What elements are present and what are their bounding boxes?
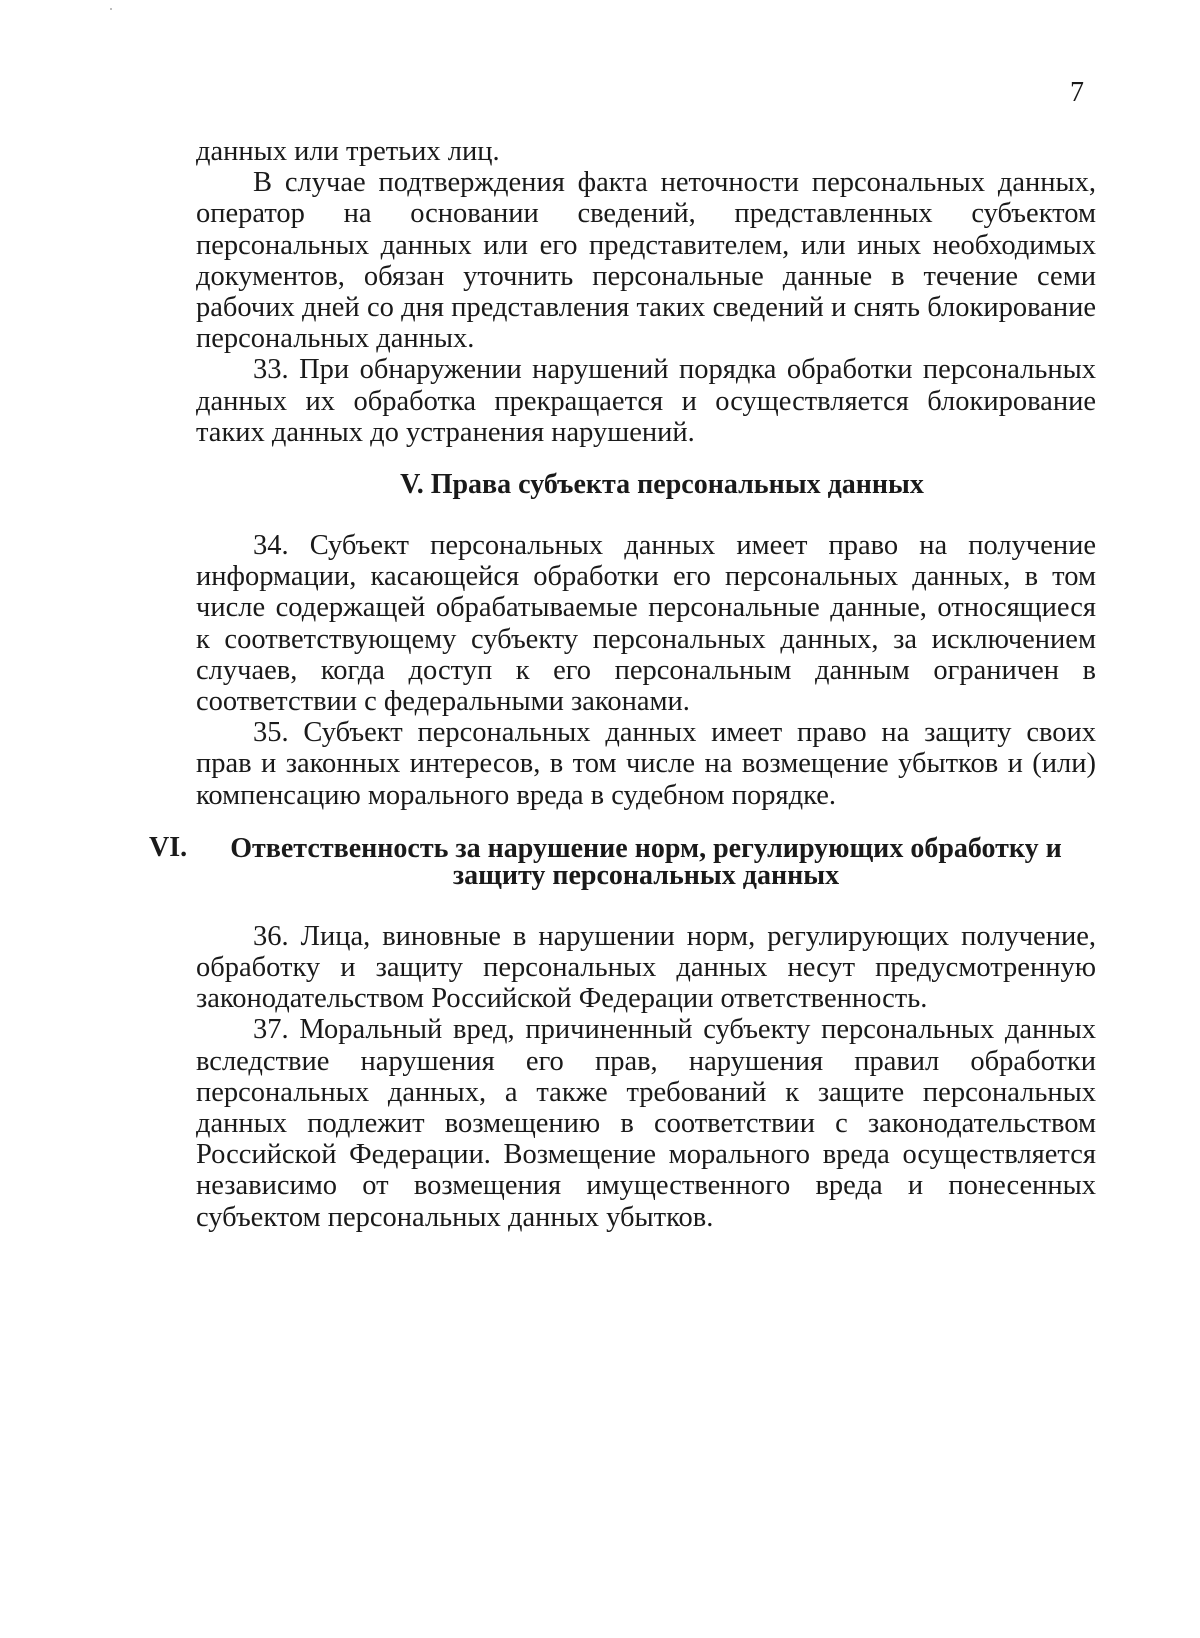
scan-artifact: [110, 8, 112, 10]
paragraph-37: 37. Моральный вред, причиненный субъекту персональных данных вследствие нарушения его прав, нарушения правил обработки персональных данных, а также требований к защите персональных данных подлежит возмещению в соответствии с законодательством Российской Федерации. Возмещение морального вреда осуществляется независимо от возмещения имущественного вреда и понесенных субъектом персональных данных убытков.: [196, 1014, 1096, 1233]
document-body: [149, 136, 1096, 1233]
section-title: Ответственность за нарушение норм, регулирующих обработку и защиту персональных данных: [230, 832, 1062, 891]
section-number: VI.: [149, 831, 188, 863]
paragraph-36: 36. Лица, виновные в нарушении норм, регулирующих получение, обработку и защиту персональных данных несут предусмотренную законодательством Российской Федерации ответственность.: [196, 920, 1096, 1015]
section-heading-vi: [149, 831, 1096, 891]
page-number: 7: [1070, 77, 1084, 108]
paragraph-35: 35. Субъект персональных данных имеет право на защиту своих прав и законных интересов, в том числе на возмещение убытков и (или) компенсацию морального вреда в судебном порядке.: [196, 717, 1096, 811]
section-heading-v: V. Права субъекта персональных данных: [400, 469, 924, 501]
paragraph-34: 34. Субъект персональных данных имеет право на получение информации, касающейся обработки его персональных данных, в том числе содержащей обрабатываемые персональные данные, относящиеся к соответствующему субъекту персональных данных, за исключением случаев, когда доступ к его персональным данным ограничен в соответствии с федеральными законами.: [196, 530, 1096, 718]
paragraph: В случае подтверждения факта неточности персональных данных, оператор на основании сведений, представленных субъектом персональных данных или его представителем, или иных необходимых документов, обязан уточнить персональные данные в течение семи рабочих дней со дня представления таких сведений и снять блокирование персональных данных.: [196, 167, 1096, 355]
paragraph-continuation: данных или третьих лиц.: [196, 136, 500, 167]
paragraph-33: 33. При обнаружении нарушений порядка обработки персональных данных их обработка прекращается и осуществляется блокирование таких данных до устранения нарушений.: [196, 354, 1096, 448]
